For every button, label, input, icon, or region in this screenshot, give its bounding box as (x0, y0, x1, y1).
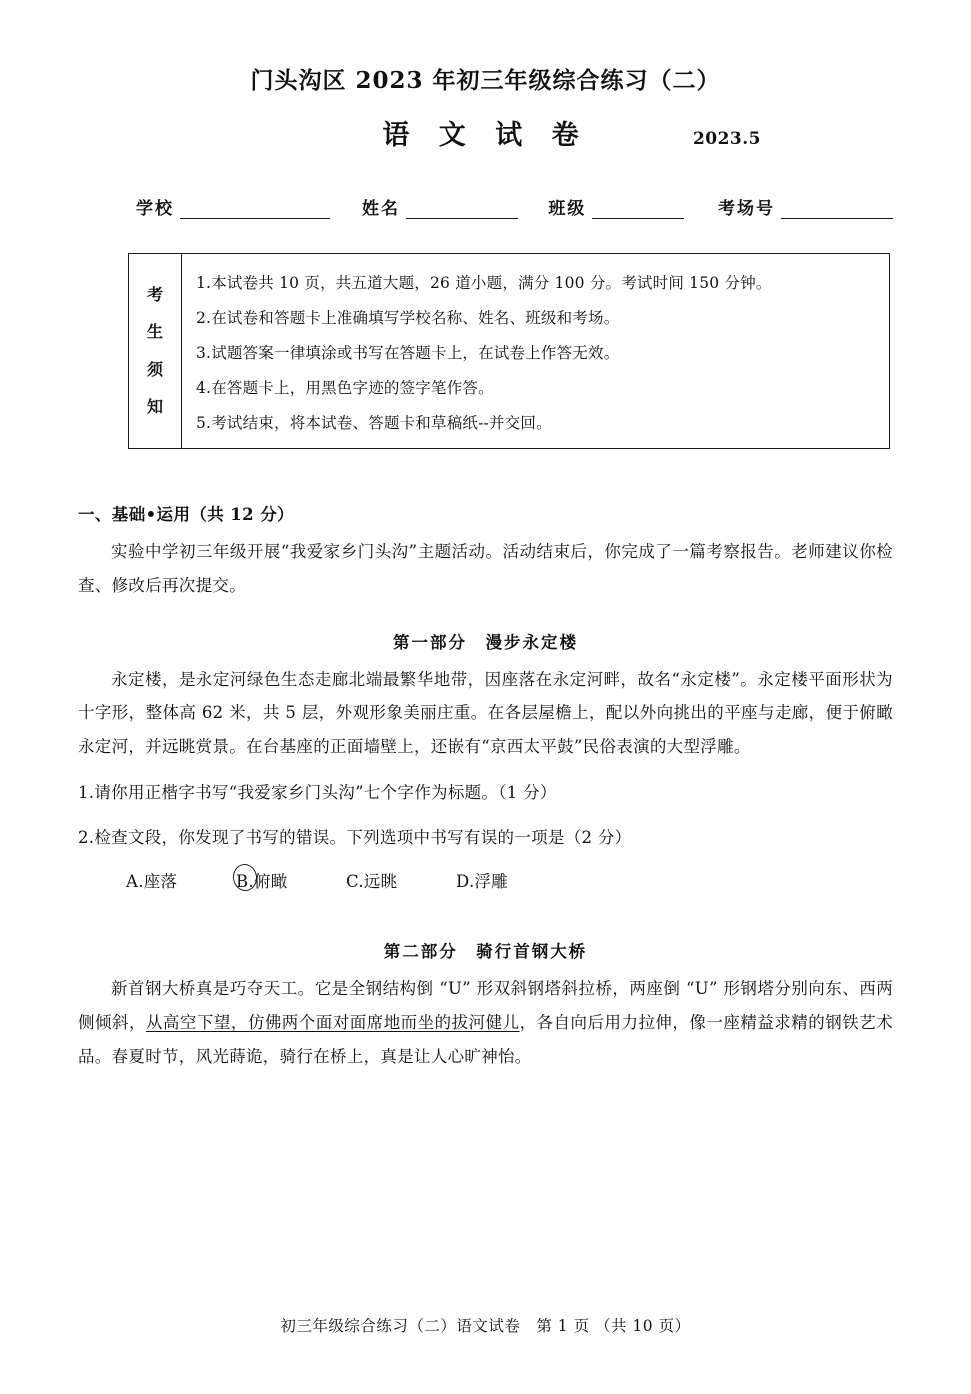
notice-item: 1.本试卷共 10 页，共五道大题，26 道小题，满分 100 分。考试时间 150 分钟。 (196, 274, 772, 292)
page-footer: 初三年级综合练习（二）语文试卷 第 1 页 （共 10 页） (280, 1317, 691, 1335)
room-label: 考场号 (718, 199, 775, 219)
school-label: 学校 (136, 199, 174, 219)
notice-item: 3.试题答案一律填涂或书写在答题卡上，在试卷上作答无效。 (196, 343, 620, 362)
notice-item: 2.在试卷和答题卡上准确填写学校名称、姓名、班级和考场。 (196, 308, 620, 327)
part-two-text-a: 新首钢大桥真是巧夺天工。它是全钢结构倒 “U” 形双斜钢塔斜拉桥，两座倒 “U” 形钢塔分别向东、西两侧倾斜， (78, 979, 893, 1032)
notice-item: 5.考试结束，将本试卷、答题卡和草稿纸--并交回。 (196, 413, 552, 432)
option-d[interactable] (456, 868, 566, 892)
candidate-notice-box (128, 253, 890, 449)
option-b-label: B.俯瞰 (236, 872, 288, 892)
school-blank[interactable] (180, 201, 330, 219)
option-d-label: D.浮雕 (456, 872, 509, 892)
notice-item: 4.在答题卡上，用黑色字迹的签字笔作答。 (196, 378, 494, 397)
option-a[interactable] (126, 868, 236, 892)
notice-items (182, 254, 889, 448)
question-2-options (78, 868, 893, 892)
exam-date: 2023.5 (692, 129, 761, 149)
option-c-label: C.远眺 (346, 872, 398, 892)
room-blank[interactable] (781, 201, 893, 219)
part-two-text-underlined: 从高空下望，仿佛两个面对面席地而坐的拔河健儿 (145, 1012, 520, 1032)
intro-paragraph: 实验中学初三年级开展“我爱家乡门头沟”主题活动。活动结束后，你完成了一篇考察报告。老师建议你检查、修改后再次提交。 (78, 542, 893, 595)
page-title: 门头沟区 2023 年初三年级综合练习（二） (250, 67, 721, 94)
notice-side-label (129, 254, 182, 448)
part-two-passage (78, 972, 893, 1073)
part-one-heading: 第一部分 漫步永定楼 (393, 632, 578, 652)
class-blank[interactable] (592, 201, 684, 219)
notice-side-char-0: 考 (146, 284, 163, 304)
notice-side-char-1: 生 (146, 322, 163, 342)
class-label: 班级 (548, 199, 587, 219)
option-b[interactable] (236, 868, 346, 892)
name-label: 姓名 (362, 199, 400, 219)
school-field[interactable] (136, 194, 330, 219)
subtitle-row (78, 113, 893, 152)
exam-paper-page (0, 62, 971, 1394)
section-one-heading: 一、基础•运用（共 12 分） (78, 505, 294, 524)
notice-side-char-3: 知 (146, 397, 163, 417)
identity-fields (78, 194, 893, 219)
part-two-heading: 第二部分 骑行首钢大桥 (383, 942, 588, 962)
subject-title: 语 文 试 卷 (382, 120, 589, 151)
part-two-text-c: ，各自向后用力拉伸，像一座精益求精的钢铁艺术品。春夏时节，风光蒔诡，骑行在桥上，真是让人心旷神怡。 (78, 1012, 893, 1066)
name-blank[interactable] (406, 201, 518, 219)
notice-side-char-2: 须 (146, 359, 163, 379)
part-one-passage: 永定楼，是永定河绿色生态走廊北端最繁华地带，因座落在永定河畔，故名“永定楼”。永定楼平面形状为十字形，整体高 62 米，共 5 层，外观形象美丽庄重。在各层屋檐上，配以外向挑出的平座与走廊，便于俯瞰永定河，并远眺赏景。在台基座的正面墙壁上，还嵌有“京西太平鼓”民俗表演的大型浮雕。 (78, 669, 893, 757)
question-2: 2.检查文段，你发现了书写的错误。下列选项中书写有误的一项是（2 分） (78, 828, 632, 848)
question-1: 1.请你用正楷字书写“我爱家乡门头沟”七个字作为标题。（1 分） (78, 783, 557, 803)
name-field[interactable] (362, 194, 518, 219)
option-c[interactable] (346, 868, 456, 892)
room-field[interactable] (718, 194, 893, 219)
class-field[interactable] (548, 194, 684, 219)
option-a-label: A.座落 (126, 872, 178, 892)
